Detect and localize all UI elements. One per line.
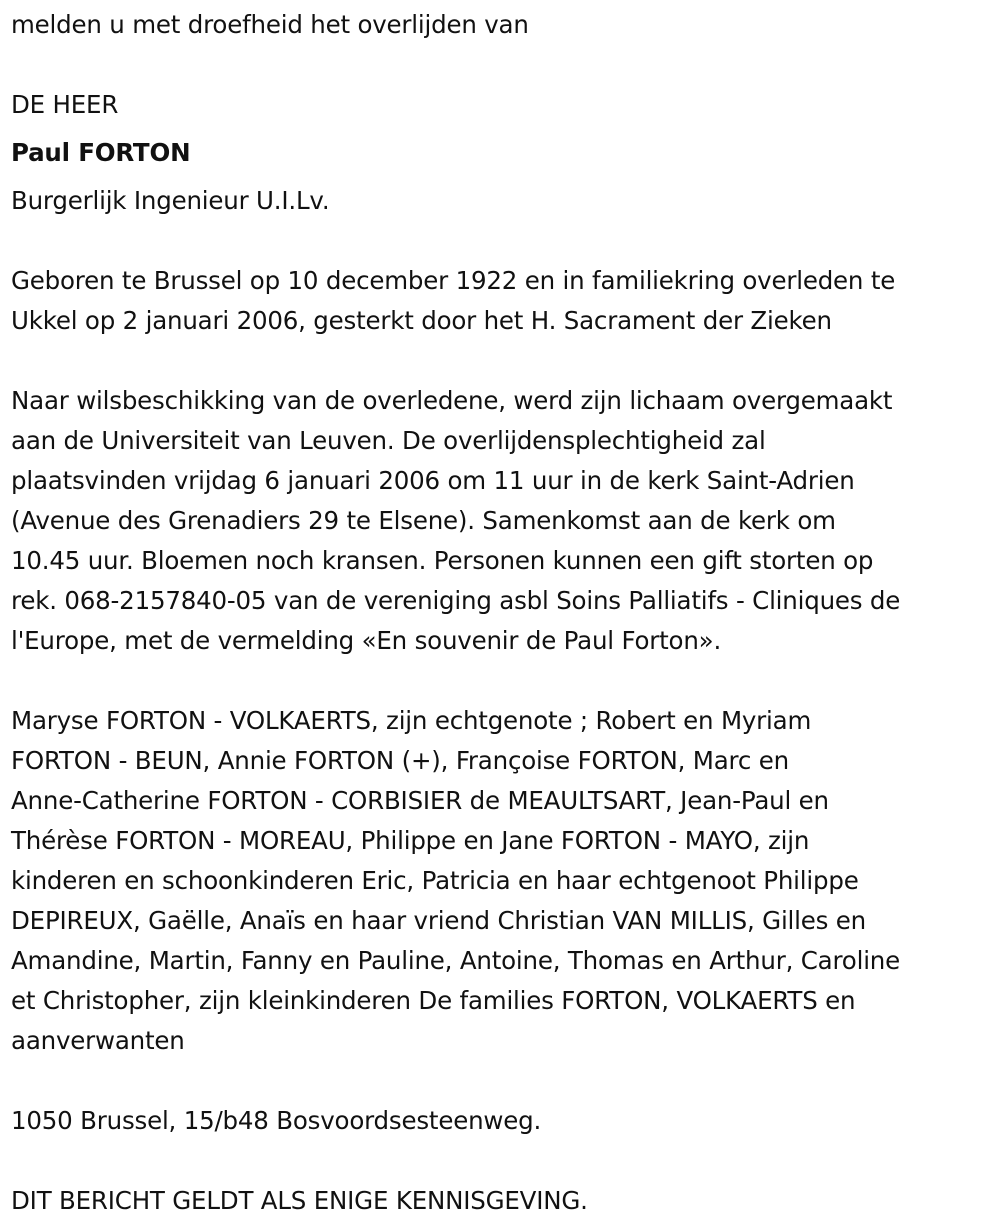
birth-death-paragraph <box>11 261 995 341</box>
paragraph-line: FORTON - BEUN, Annie FORTON (+), Françoise FORTON, Marc en <box>11 746 789 775</box>
paragraph-line: 10.45 uur. Bloemen noch kransen. Personen kunnen een gift storten op <box>11 546 874 575</box>
paragraph-line: l'Europe, met de vermelding «En souvenir de Paul Forton». <box>11 626 722 655</box>
paragraph-line: (Avenue des Grenadiers 29 te Elsene). Samenkomst aan de kerk om <box>11 506 836 535</box>
paragraph-line: aan de Universiteit van Leuven. De overlijdensplechtigheid zal <box>11 426 766 455</box>
family-paragraph <box>11 701 995 1061</box>
paragraph-line: Thérèse FORTON - MOREAU, Philippe en Jane FORTON - MAYO, zijn <box>11 826 810 855</box>
paragraph-line: Geboren te Brussel op 10 december 1922 en in familiekring overleden te <box>11 266 896 295</box>
funeral-paragraph <box>11 381 995 661</box>
closing-notice: DIT BERICHT GELDT ALS ENIGE KENNISGEVING. <box>11 1186 588 1215</box>
paragraph-line: DEPIREUX, Gaëlle, Anaïs en haar vriend Christian VAN MILLIS, Gilles en <box>11 906 866 935</box>
paragraph-line: kinderen en schoonkinderen Eric, Patricia en haar echtgenoot Philippe <box>11 866 859 895</box>
paragraph-line: et Christopher, zijn kleinkinderen De families FORTON, VOLKAERTS en <box>11 986 856 1015</box>
paragraph-line: Ukkel op 2 januari 2006, gesterkt door het H. Sacrament der Zieken <box>11 306 832 335</box>
paragraph-line: Anne-Catherine FORTON - CORBISIER de MEAULTSART, Jean-Paul en <box>11 786 829 815</box>
paragraph-line: Naar wilsbeschikking van de overledene, werd zijn lichaam overgemaakt <box>11 386 893 415</box>
paragraph-line: Maryse FORTON - VOLKAERTS, zijn echtgenote ; Robert en Myriam <box>11 706 812 735</box>
intro-text: melden u met droefheid het overlijden van <box>11 10 529 39</box>
honorific-title: DE HEER <box>11 90 119 119</box>
deceased-name: Paul FORTON <box>11 138 191 167</box>
paragraph-line: plaatsvinden vrijdag 6 januari 2006 om 11 uur in de kerk Saint-Adrien <box>11 466 855 495</box>
paragraph-line: aanverwanten <box>11 1026 185 1055</box>
address-text: 1050 Brussel, 15/b48 Bosvoordsesteenweg. <box>11 1106 542 1135</box>
paragraph-line: Amandine, Martin, Fanny en Pauline, Antoine, Thomas en Arthur, Caroline <box>11 946 901 975</box>
paragraph-line: rek. 068-2157840-05 van de vereniging asbl Soins Palliatifs - Cliniques de <box>11 586 901 615</box>
profession-text: Burgerlijk Ingenieur U.I.Lv. <box>11 186 330 215</box>
